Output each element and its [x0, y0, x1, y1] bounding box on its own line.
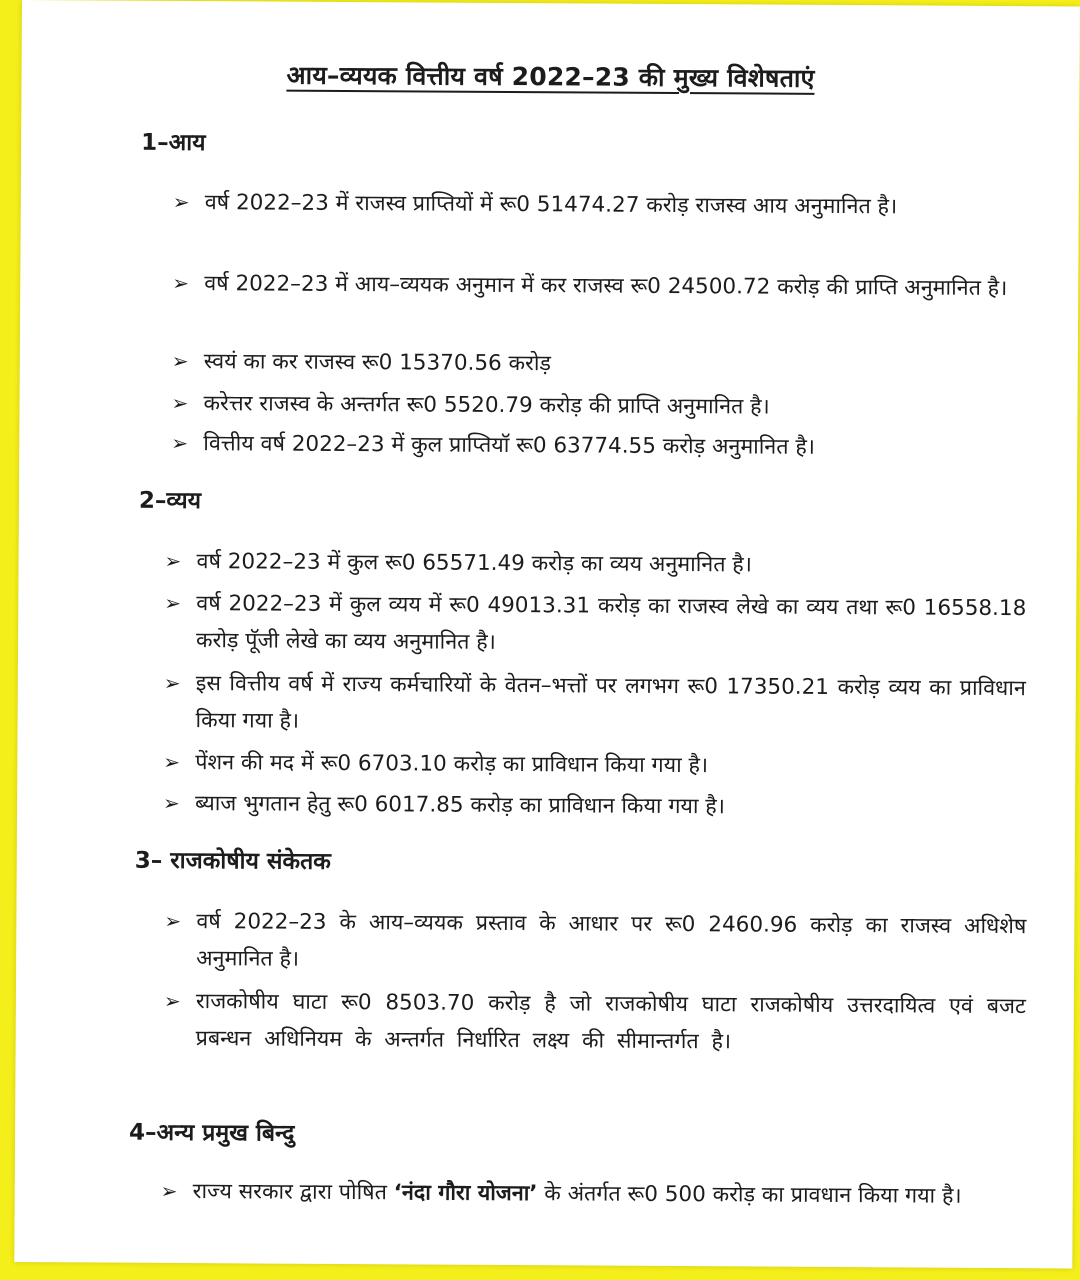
list-item-text: पेंशन की मद में रू0 6703.10 करोड़ का प्राविधान किया गया है। — [195, 750, 709, 779]
list-item-text: वर्ष 2022–23 में कुल रू0 65571.49 करोड़ का व्यय अनुमानित है। — [196, 549, 752, 578]
list-item — [163, 665, 1025, 744]
arrow-bullet-icon: ➢ — [171, 348, 189, 374]
section-heading-fiscal-indicators: 3– राजकोषीय संकेतक — [134, 847, 331, 875]
list-item-text: वर्ष 2022–23 में आय–व्ययक अनुमान में कर राजस्व रू0 24500.72 करोड़ की प्राप्ति अनुमानित है। — [204, 271, 1008, 302]
list-item — [164, 543, 1026, 585]
list-item — [172, 265, 1034, 307]
list-item-text: करेत्तर राजस्व के अन्तर्गत रू0 5520.79 करोड़ की प्राप्ति अनुमानित है। — [203, 391, 770, 420]
list-item-text: वर्ष 2022–23 के आय–व्ययक प्रस्ताव के आधार पर रू0 2460.96 करोड़ का राजस्व अधिशेष अनुमानित है। — [196, 909, 1027, 972]
arrow-bullet-icon: ➢ — [163, 670, 181, 695]
list-item-text — [193, 1173, 1023, 1215]
list-item — [172, 343, 1034, 385]
list-item — [161, 1173, 1023, 1215]
arrow-bullet-icon: ➢ — [164, 548, 182, 573]
list-item — [171, 425, 1033, 467]
list-item — [163, 785, 1025, 827]
arrow-bullet-icon: ➢ — [172, 189, 190, 215]
page-title: आय–व्ययक वित्तीय वर्ष 2022–23 की मुख्य विशेषताएं — [286, 60, 815, 93]
arrow-bullet-icon: ➢ — [164, 908, 182, 933]
arrow-bullet-icon: ➢ — [171, 390, 189, 416]
list-item — [163, 744, 1025, 786]
arrow-bullet-icon: ➢ — [171, 430, 189, 456]
list-item-text: वर्ष 2022–23 में कुल व्यय में रू0 49013.31 करोड़ का राजस्व लेखे का व्यय तथा रू0 16558.18 करोड़ पूॅजी लेखे का व्यय अनुमानित है। — [196, 591, 1027, 655]
list-item-text: स्वयं का कर राजस्व रू0 15370.56 करोड़ — [203, 349, 552, 377]
section-heading-income: 1–आय — [141, 129, 206, 157]
list-item — [171, 385, 1033, 427]
list-item-text-post: के अंतर्गत रू0 500 करोड़ का प्रावधान किया गया है। — [537, 1181, 962, 1209]
list-item-text: राजकोषीय घाटा रू0 8503.70 करोड़ है जो राजकोषीय घाटा राजकोषीय उत्तरदायित्व एवं बजट प्रबन्धन अधिनियम के अन्तर्गत निर्धारित लक्ष्य की सीमान्तर्गत है। — [195, 989, 1026, 1055]
list-item — [173, 184, 1035, 226]
list-item-text: वित्तीय वर्ष 2022–23 में कुल प्राप्तियॉ रू0 63774.55 करोड़ अनुमानित है। — [203, 431, 816, 460]
list-item-text: वर्ष 2022–23 में राजस्व प्राप्तियों में रू0 51474.27 करोड़ राजस्व आय अनुमानित है। — [204, 190, 898, 220]
section-heading-other-points: 4–अन्य प्रमुख बिन्दु — [129, 1119, 295, 1147]
list-item-text: ब्याज भुगतान हेतु रू0 6017.85 करोड़ का प्राविधान किया गया है। — [195, 791, 725, 820]
list-item-text-pre: राज्य सरकार द्वारा पोषित — [192, 1179, 394, 1206]
section-heading-expenditure: 2–व्यय — [138, 487, 202, 515]
arrow-bullet-icon: ➢ — [160, 1178, 178, 1203]
document-page — [14, 0, 1080, 1268]
arrow-bullet-icon: ➢ — [172, 270, 190, 296]
arrow-bullet-icon: ➢ — [164, 590, 182, 615]
list-item — [164, 983, 1026, 1062]
list-item — [164, 585, 1026, 664]
arrow-bullet-icon: ➢ — [163, 790, 180, 815]
list-item-text: इस वित्तीय वर्ष में राज्य कर्मचारियों के वेतन–भत्तों पर लगभग रू0 17350.21 करोड़ व्यय का प्राविधान किया गया है। — [195, 671, 1026, 734]
list-item — [164, 903, 1026, 982]
arrow-bullet-icon: ➢ — [163, 749, 181, 774]
arrow-bullet-icon: ➢ — [163, 988, 181, 1013]
scheme-name: ‘नंदा गौरा योजना’ — [393, 1180, 538, 1207]
